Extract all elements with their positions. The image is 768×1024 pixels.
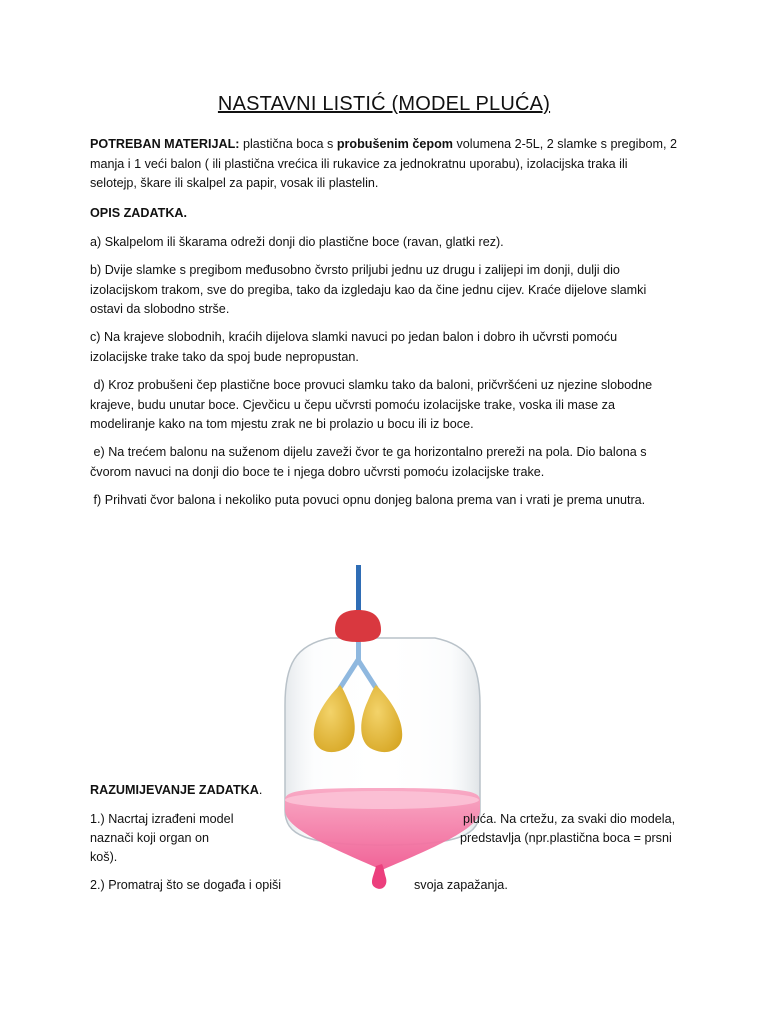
step-a: a) Skalpelom ili škarama odreži donji dio plastične boce (ravan, glatki rez).	[90, 235, 504, 249]
question-2-right: svoja zapažanja.	[414, 878, 508, 892]
materials-paragraph	[90, 135, 690, 194]
materials-label: POTREBAN MATERIJAL:	[90, 137, 240, 151]
question-2-left: 2.) Promatraj što se događa i opiši	[90, 878, 282, 892]
lung-model-illustration	[270, 560, 500, 900]
step-d-line-3: modeliranje kako na tom mjestu zrak ne bi prolazio u bocu ili iz boce.	[90, 417, 474, 431]
step-c-line-1: c) Na krajeve slobodnih, kraćih dijelova slamki navuci po jedan balon i dobro ih učvrsti pomoću	[90, 330, 618, 344]
question-1-left-line-3: koš).	[90, 850, 118, 864]
materials-text-2: volumena 2-5L, 2 slamke s pregibom, 2	[456, 137, 677, 151]
materials-line-2: manja i 1 veći balon ( ili plastična vrećica ili rukavice za jednokratnu uporabu), izolacijska traka ili	[90, 156, 628, 171]
step-c-line-2: izolacijske trake tako da spoj bude nepropustan.	[90, 349, 359, 364]
page-title: NASTAVNI LISTIĆ (MODEL PLUĆA)	[217, 93, 551, 115]
understanding-heading-dot: .	[258, 783, 263, 797]
step-f: f) Prihvati čvor balona i nekoliko puta povuci opnu donjeg balona prema van i vrati je prema unutra.	[90, 493, 646, 507]
materials-text-1: plastična boca s	[243, 137, 334, 151]
step-b-line-2: izolacijskom trakom, sve do pregiba, tako da izgledaju kao da čine jednu cijev. Kraće dijelove slamki	[90, 282, 647, 297]
step-d	[90, 376, 690, 435]
step-e-line-2: čvorom navuci na donji dio boce te i njega dobro učvrsti pomoću izolacijske trake.	[90, 464, 545, 479]
question-1-right-line-2: predstavlja (npr.plastična boca = prsni	[460, 831, 672, 845]
task-heading: OPIS ZADATKA.	[90, 206, 188, 220]
materials-bold-text: probušenim čepom	[336, 137, 453, 151]
question-1-left-line-2: naznači koji organ on	[90, 831, 210, 845]
step-e-line-1: e) Na trećem balonu na suženom dijelu zaveži čvor te ga horizontalno prereži na pola. Dio balona s	[90, 445, 647, 459]
question-1-right-line-1: pluća. Na crtežu, za svaki dio modela,	[463, 812, 676, 826]
question-1-left-line-1: 1.) Nacrtaj izrađeni model	[90, 812, 234, 826]
step-d-line-2: krajeve, budu unutar boce. Cjevčicu u čepu učvrsti pomoću izolacijske trake, voska ili mase za	[90, 397, 615, 412]
step-b-line-1: b) Dvije slamke s pregibom međusobno čvrsto priljubi jednu uz drugu i zalijepi im donji, dulji dio	[90, 263, 620, 277]
understanding-heading	[90, 781, 690, 801]
step-c	[90, 328, 690, 367]
step-b-line-3: ostavi da slobodno strše.	[90, 302, 230, 316]
understanding-heading-text: RAZUMIJEVANJE ZADATKA	[90, 783, 259, 797]
bottle-stopper	[335, 610, 381, 642]
materials-line-3: selotejp, škare ili skalpel za papir, vosak ili plastelin.	[90, 176, 379, 190]
step-d-line-1: d) Kroz probušeni čep plastične boce provuci slamku tako da baloni, pričvršćeni uz njezine slobodne	[90, 378, 653, 392]
step-e	[90, 443, 690, 482]
step-b	[90, 261, 690, 320]
